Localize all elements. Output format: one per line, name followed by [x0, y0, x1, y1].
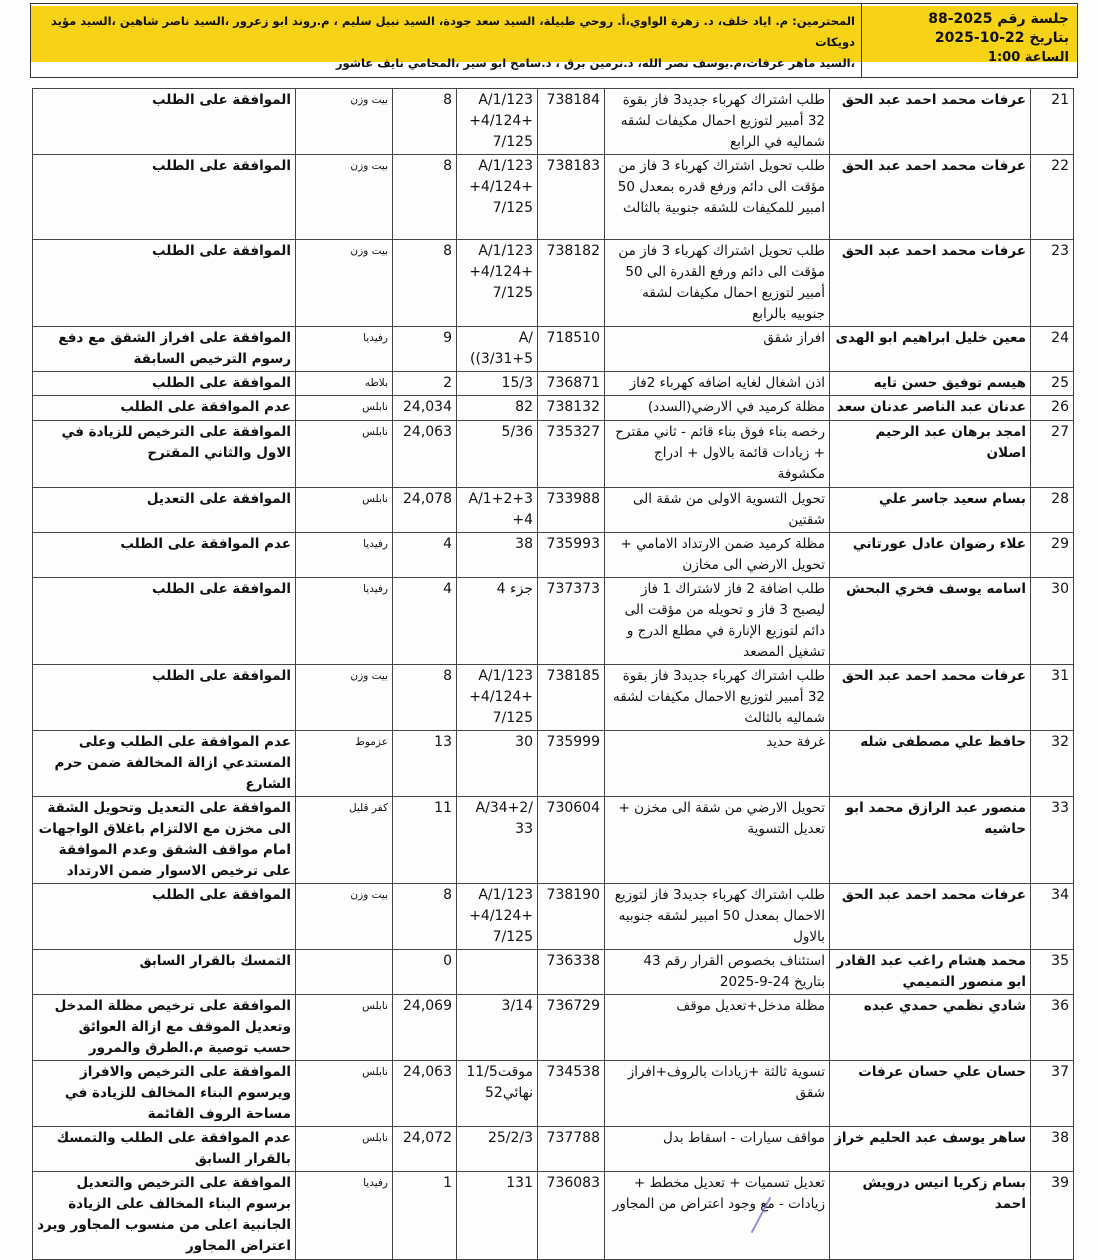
decision: الموافقة على الطلب: [33, 372, 296, 396]
table-row: [33, 533, 1074, 578]
decision: الموافقة على الطلب: [33, 884, 296, 950]
location: بلاطه: [296, 372, 393, 396]
location: رفيديا: [296, 578, 393, 665]
plot-number: A/1/123 +4/124+ 7/125: [457, 665, 538, 731]
request-description: غرفة حديد: [605, 731, 830, 797]
file-number: 718510: [538, 327, 605, 372]
request-description: تعديل تسميات + تعديل مخطط + زيادات - مع وجود اعتراض من المجاور: [605, 1172, 830, 1260]
table-row: [33, 327, 1074, 372]
file-number: 735327: [538, 421, 605, 488]
request-description: مظلة مدخل+تعديل موقف: [605, 995, 830, 1061]
file-number: 734538: [538, 1061, 605, 1127]
basin-number: 24,063: [393, 421, 457, 488]
row-number-text: 32: [1051, 734, 1069, 750]
file-number: 736338: [538, 950, 605, 995]
basin-number: 2: [393, 372, 457, 396]
decisions-table: [32, 88, 1074, 1260]
plot-number: 11/5موقت 52نهائي: [457, 1061, 538, 1127]
request-description: طلب تحويل اشتراك كهرباء 3 فاز من مؤقت الى دائم ورفع القدرة الى 50 أمبير لتوزيع احمال مكيفات لشقه جنوبيه بالرابع: [605, 240, 830, 327]
basin-number: 4: [393, 578, 457, 665]
table-row: [33, 240, 1074, 327]
row-number: [1031, 731, 1074, 797]
location: بيت وزن: [296, 884, 393, 950]
applicant-name: بسام زكريا انيس درويش احمد: [830, 1172, 1031, 1260]
applicant-name: عرفات محمد احمد عبد الحق: [830, 89, 1031, 155]
applicant-name: محمد هشام راغب عبد القادر ابو منصور التميمي: [830, 950, 1031, 995]
basin-number: 4: [393, 533, 457, 578]
row-number-text: 38: [1051, 1130, 1069, 1146]
decision: الموافقة على الطلب: [33, 578, 296, 665]
table-row: [33, 665, 1074, 731]
request-description: استئناف بخصوص القرار رقم 43 بتاريخ 24-9-2025: [605, 950, 830, 995]
request-description: رخصه بناء فوق بناء قائم - ثاني مقترح + زيادات قائمة بالاول + ادراج مكشوفة: [605, 421, 830, 488]
row-number-text: 29: [1051, 536, 1069, 552]
request-description: طلب اشتراك كهرباء جديد3 فاز بقوة 32 أمبير لتوزيع الاحمال مكيفات لشقه شماليه بالثالث: [605, 665, 830, 731]
basin-number: 24,034: [393, 396, 457, 421]
applicant-name: حسان علي حسان عرفات: [830, 1061, 1031, 1127]
applicant-name: ساهر يوسف عبد الحليم خراز: [830, 1127, 1031, 1172]
file-number: 738132: [538, 396, 605, 421]
decision: عدم الموافقة على الطلب: [33, 396, 296, 421]
location: عزموط: [296, 731, 393, 797]
location: نابلس: [296, 995, 393, 1061]
location: بيت وزن: [296, 665, 393, 731]
row-number: [1031, 421, 1074, 488]
row-number: [1031, 89, 1074, 155]
request-description: تسوية ثالثة +زيادات بالروف+افراز شقق: [605, 1061, 830, 1127]
plot-number: [457, 950, 538, 995]
attendees: [37, 11, 855, 74]
plot-number: A/ ((3/31+5: [457, 327, 538, 372]
applicant-name: عرفات محمد احمد عبد الحق: [830, 155, 1031, 240]
decision: الموافقة على الترخيص والافراز ويرسوم البناء المخالف للزيادة في مساحة الروف القائمة: [33, 1061, 296, 1127]
decision: الموافقة على التعديل: [33, 488, 296, 533]
table-row: [33, 1061, 1074, 1127]
row-number: [1031, 950, 1074, 995]
table-row: [33, 578, 1074, 665]
location: بيت وزن: [296, 240, 393, 327]
file-number: 737788: [538, 1127, 605, 1172]
decision: الموافقة على الترخيص للزيادة في الاول والثاني المقترح: [33, 421, 296, 488]
location: رفيديا: [296, 1172, 393, 1260]
row-number-text: 21: [1051, 92, 1069, 108]
attendees-line-1: المحترمين: م. اياد خلف، د. زهرة الواوي،أ. روحي طبيلة، السيد سعد جودة، السيد نبيل سليم ، م.روند ابو زعرور ،السيد ناصر شاهين ،السيد مؤيد دويكات: [50, 14, 855, 49]
applicant-name: عدنان عبد الناصر عدنان سعد: [830, 396, 1031, 421]
request-description: طلب اشتراك كهرباء جديد3 فاز لتوزيع الاحمال بمعدل 50 امبير لشقه جنوبيه بالاول: [605, 884, 830, 950]
table-row: [33, 372, 1074, 396]
table-row: [33, 89, 1074, 155]
applicant-name: معين خليل ابراهيم ابو الهدى: [830, 327, 1031, 372]
plot-number: 3/14: [457, 995, 538, 1061]
decision: الموافقة على الطلب: [33, 155, 296, 240]
location: نابلس: [296, 1061, 393, 1127]
request-description: افراز شقق: [605, 327, 830, 372]
request-description: مواقف سيارات - اسقاط بدل: [605, 1127, 830, 1172]
plot-number: A/1/123 +4/124+ 7/125: [457, 89, 538, 155]
table-row: [33, 396, 1074, 421]
location: بيت وزن: [296, 89, 393, 155]
row-number-text: 28: [1051, 491, 1069, 507]
decision: الموافقة على الطلب: [33, 89, 296, 155]
applicant-name: اسامه يوسف فخري البحش: [830, 578, 1031, 665]
row-number-text: 36: [1051, 998, 1069, 1014]
table-row: [33, 155, 1074, 240]
session-date: بتاريخ 22-10-2025: [934, 30, 1069, 46]
session-number: جلسة رقم 2025-88: [928, 11, 1069, 27]
decision: عدم الموافقة على الطلب والتمسك بالقرار السابق: [33, 1127, 296, 1172]
session-info: [861, 4, 1077, 77]
request-description: طلب اضافة 2 فاز لاشتراك 1 فاز ليصبح 3 فاز و تحويله من مؤقت الى دائم لتوزيع الإنارة في مطلع الدرج و تشغيل المصعد: [605, 578, 830, 665]
basin-number: 13: [393, 731, 457, 797]
location: بيت وزن: [296, 155, 393, 240]
applicant-name: امجد برهان عبد الرحيم اصلان: [830, 421, 1031, 488]
applicant-name: علاء رضوان عادل عورتاني: [830, 533, 1031, 578]
row-number: [1031, 533, 1074, 578]
row-number: [1031, 488, 1074, 533]
plot-number: A/34+2/ 33: [457, 797, 538, 884]
location: نابلس: [296, 396, 393, 421]
row-number-text: 34: [1051, 887, 1069, 903]
row-number: [1031, 396, 1074, 421]
row-number-text: 33: [1051, 800, 1069, 816]
basin-number: 9: [393, 327, 457, 372]
basin-number: 8: [393, 240, 457, 327]
table-row: [33, 1172, 1074, 1260]
row-number: [1031, 578, 1074, 665]
plot-number: 131: [457, 1172, 538, 1260]
plot-number: A/1/123 +4/124+ 7/125: [457, 884, 538, 950]
table-row: [33, 797, 1074, 884]
row-number: [1031, 665, 1074, 731]
file-number: 735999: [538, 731, 605, 797]
decision: عدم الموافقة على الطلب وعلى المستدعي ازالة المخالفة ضمن حرم الشارع: [33, 731, 296, 797]
location: رفيديا: [296, 327, 393, 372]
row-number-text: 31: [1051, 668, 1069, 684]
plot-number: 25/2/3: [457, 1127, 538, 1172]
request-description: مظلة كرميد في الارضي(السدد): [605, 396, 830, 421]
table-row: [33, 1127, 1074, 1172]
plot-number: 15/3: [457, 372, 538, 396]
row-number-text: 27: [1051, 424, 1069, 440]
applicant-name: هيسم توفيق حسن تايه: [830, 372, 1031, 396]
table-row: [33, 731, 1074, 797]
plot-number: 30: [457, 731, 538, 797]
row-number: [1031, 1172, 1074, 1260]
basin-number: 8: [393, 89, 457, 155]
row-number-text: 26: [1051, 399, 1069, 415]
decision: عدم الموافقة على الطلب: [33, 533, 296, 578]
plot-number: A/1/123 +4/124+ 7/125: [457, 240, 538, 327]
file-number: 738184: [538, 89, 605, 155]
applicant-name: عرفات محمد احمد عبد الحق: [830, 240, 1031, 327]
file-number: 738183: [538, 155, 605, 240]
row-number: [1031, 1127, 1074, 1172]
basin-number: 24,069: [393, 995, 457, 1061]
applicant-name: عرفات محمد احمد عبد الحق: [830, 665, 1031, 731]
request-description: طلب اشتراك كهرباء جديد3 فاز بقوة 32 أمبير لتوزيع احمال مكيفات لشقه شماليه في الرابع: [605, 89, 830, 155]
request-description: مظلة كرميد ضمن الارتداد الامامي + تحويل الارضي الى مخازن: [605, 533, 830, 578]
request-description: تحويل التسوية الاولى من شقة الى شقتين: [605, 488, 830, 533]
file-number: 736871: [538, 372, 605, 396]
file-number: 735993: [538, 533, 605, 578]
decision: الموافقة على الترخيص والتعديل برسوم البناء المخالف على الزيادة الجانبية اعلى من منسوب المجاور ويرد اعتراض المجاور: [33, 1172, 296, 1260]
table-row: [33, 488, 1074, 533]
applicant-name: منصور عبد الرازق محمد ابو حاشيه: [830, 797, 1031, 884]
row-number-text: 37: [1051, 1064, 1069, 1080]
row-number-text: 23: [1051, 243, 1069, 259]
row-number-text: 22: [1051, 158, 1069, 174]
plot-number: جزء 4: [457, 578, 538, 665]
applicant-name: شادي نظمي حمدي عبده: [830, 995, 1031, 1061]
basin-number: 8: [393, 155, 457, 240]
location: نابلس: [296, 1127, 393, 1172]
location: نابلس: [296, 488, 393, 533]
row-number-text: 35: [1051, 953, 1069, 969]
row-number: [1031, 995, 1074, 1061]
plot-number: 38: [457, 533, 538, 578]
basin-number: 1: [393, 1172, 457, 1260]
row-number: [1031, 797, 1074, 884]
applicant-name: حافظ علي مصطفى شله: [830, 731, 1031, 797]
basin-number: 24,072: [393, 1127, 457, 1172]
decision: الموافقة على الطلب: [33, 240, 296, 327]
request-description: تحويل الارضي من شقة الى مخزن + تعديل التسوية: [605, 797, 830, 884]
plot-number: A/1+2+3 +4: [457, 488, 538, 533]
basin-number: 8: [393, 884, 457, 950]
applicant-name: بسام سعيد جاسر علي: [830, 488, 1031, 533]
file-number: 736729: [538, 995, 605, 1061]
row-number: [1031, 372, 1074, 396]
decision: الموافقة على ترخيص مظلة المدخل وتعديل الموقف مع ازالة العوائق حسب توصية م.الطرق والمرور: [33, 995, 296, 1061]
row-number: [1031, 240, 1074, 327]
row-number-text: 39: [1051, 1175, 1069, 1191]
table-row: [33, 950, 1074, 995]
row-number: [1031, 1061, 1074, 1127]
row-number-text: 24: [1051, 330, 1069, 346]
session-time: الساعة 1:00: [987, 50, 1069, 65]
table-row: [33, 421, 1074, 488]
session-header: [30, 3, 1078, 78]
decision: الموافقة على التعديل وتحويل الشقة الى مخزن مع الالتزام باغلاق الواجهات امام مواقف الشقق وعدم الموافقة على ترخيص الاسوار ضمن الارتداد: [33, 797, 296, 884]
table-row: [33, 884, 1074, 950]
request-description: اذن اشغال لغايه اضافه كهرباء 2فاز: [605, 372, 830, 396]
file-number: 738182: [538, 240, 605, 327]
attendees-line-2: ،السيد ماهر عرفات،م.يوسف نصر الله، د.نرمين برق ، د.سامح ابو سير ،المحامي نايف عاشور: [335, 56, 855, 70]
table-row: [33, 995, 1074, 1061]
location: نابلس: [296, 421, 393, 488]
location: رفيديا: [296, 533, 393, 578]
plot-number: 82: [457, 396, 538, 421]
row-number-text: 30: [1051, 581, 1069, 597]
basin-number: 11: [393, 797, 457, 884]
decision: التمسك بالقرار السابق: [33, 950, 296, 995]
request-description: طلب تحويل اشتراك كهرباء 3 فاز من مؤقت الى دائم ورفع قدره بمعدل 50 امبير للمكيفات للشقه جنوبية بالثالث: [605, 155, 830, 240]
decision: الموافقة على الطلب: [33, 665, 296, 731]
row-number: [1031, 884, 1074, 950]
basin-number: 8: [393, 665, 457, 731]
file-number: 733988: [538, 488, 605, 533]
plot-number: A/1/123 +4/124+ 7/125: [457, 155, 538, 240]
decision: الموافقة على افراز الشقق مع دفع رسوم الترخيص السابقة: [33, 327, 296, 372]
basin-number: 0: [393, 950, 457, 995]
basin-number: 24,063: [393, 1061, 457, 1127]
file-number: 738190: [538, 884, 605, 950]
file-number: 737373: [538, 578, 605, 665]
location: [296, 950, 393, 995]
plot-number: 5/36: [457, 421, 538, 488]
location: كفر قليل: [296, 797, 393, 884]
applicant-name: عرفات محمد احمد عبد الحق: [830, 884, 1031, 950]
file-number: 730604: [538, 797, 605, 884]
basin-number: 24,078: [393, 488, 457, 533]
row-number: [1031, 155, 1074, 240]
file-number: 736083: [538, 1172, 605, 1260]
row-number-text: 25: [1051, 375, 1069, 391]
file-number: 738185: [538, 665, 605, 731]
row-number: [1031, 327, 1074, 372]
